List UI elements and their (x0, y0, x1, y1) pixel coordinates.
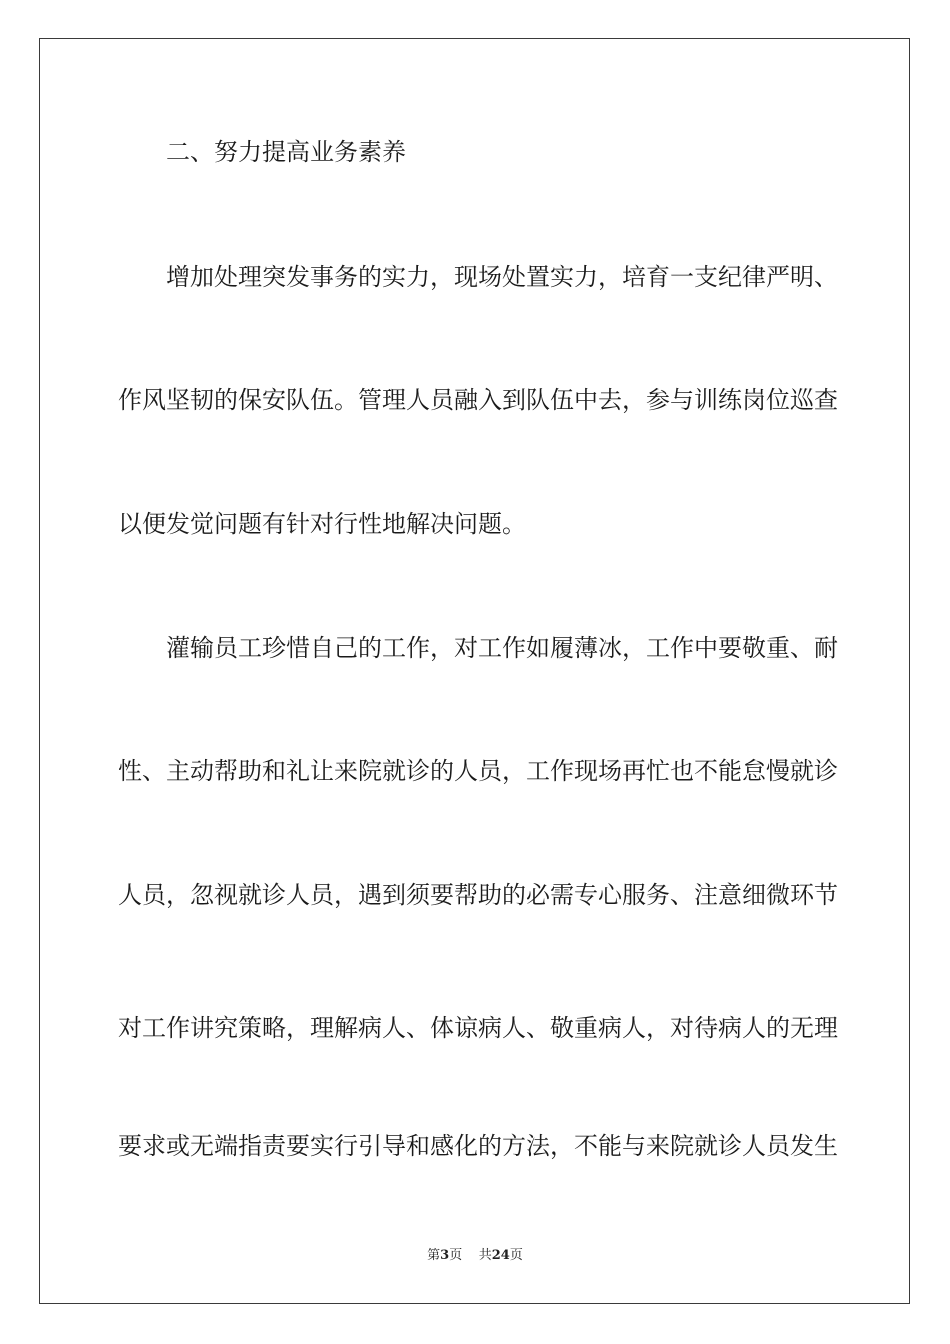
paragraph-line: 对工作讲究策略，理解病人、体谅病人、敬重病人，对待病人的无理 (118, 1014, 838, 1042)
total-page-number: 24 (491, 1248, 510, 1263)
page-footer (0, 1247, 950, 1265)
page-border (39, 38, 910, 1304)
total-suffix: 页 (509, 1248, 523, 1263)
paragraph-line: 人员，忽视就诊人员，遇到须要帮助的必需专心服务、注意细微环节 (118, 881, 838, 909)
page-prefix: 第 (427, 1248, 441, 1263)
paragraph-line: 作风坚韧的保安队伍。管理人员融入到队伍中去，参与训练岗位巡查 (118, 386, 838, 414)
section-heading: 二、努力提高业务素养 (166, 138, 406, 166)
paragraph-line: 要求或无端指责要实行引导和感化的方法，不能与来院就诊人员发生 (118, 1132, 838, 1160)
total-prefix: 共 (478, 1248, 492, 1263)
paragraph-line: 灌输员工珍惜自己的工作，对工作如履薄冰，工作中要敬重、耐 (166, 634, 838, 662)
paragraph-line: 增加处理突发事务的实力，现场处置实力，培育一支纪律严明、 (166, 263, 838, 291)
current-page-number: 3 (440, 1248, 450, 1263)
page-suffix: 页 (449, 1248, 463, 1263)
paragraph-line: 以便发觉问题有针对行性地解决问题。 (118, 510, 526, 538)
paragraph-line: 性、主动帮助和礼让来院就诊的人员，工作现场再忙也不能怠慢就诊 (118, 757, 838, 785)
